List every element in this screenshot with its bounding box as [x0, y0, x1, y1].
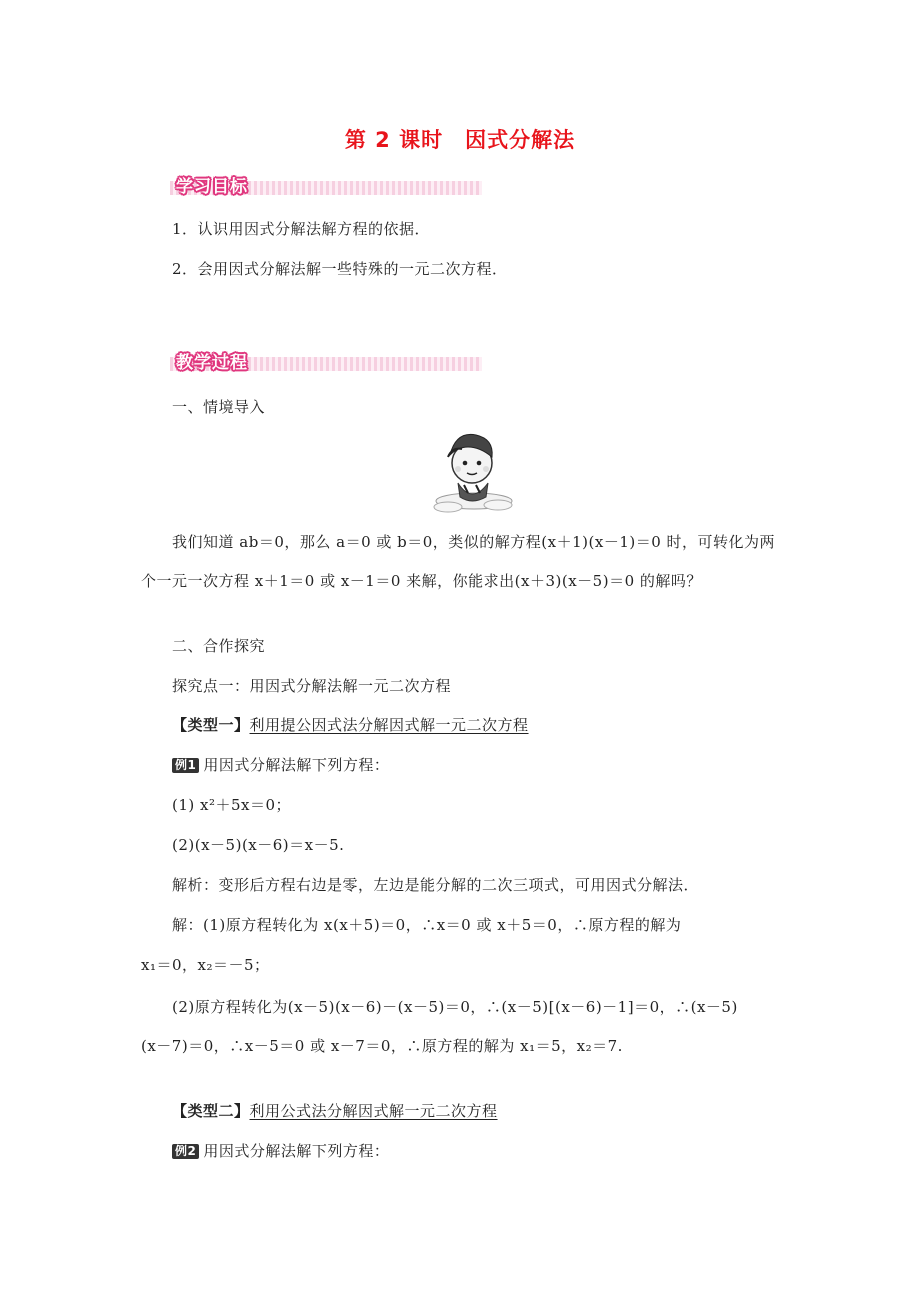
- solution2-line1: (2)原方程转化为(x－5)(x－6)－(x－5)＝0，∴(x－5)[(x－6)－1]＝0，∴(x－5): [172, 998, 738, 1016]
- example2: [172, 1141, 389, 1161]
- type1-heading: [172, 715, 529, 735]
- type1-tag: 【类型一】: [172, 716, 250, 734]
- banner-label: 学习目标: [176, 177, 248, 197]
- solution2-line2: (x－7)＝0，∴x－5＝0 或 x－7＝0，∴原方程的解为 x₁＝5，x₂＝7.: [141, 1037, 623, 1055]
- type2-heading: [172, 1101, 498, 1121]
- objective-2: 2．会用因式分解法解一些特殊的一元二次方程．: [172, 260, 508, 278]
- explore-heading: 二、合作探究: [172, 637, 266, 655]
- objective-1: 1．认识用因式分解法解方程的依据．: [172, 220, 431, 238]
- type2-tag: 【类型二】: [172, 1102, 250, 1120]
- example2-text: 用因式分解法解下列方程：: [203, 1142, 390, 1160]
- section-banner-objectives: [170, 172, 482, 198]
- example1-text: 用因式分解法解下列方程：: [203, 756, 390, 774]
- cartoon-boy-illustration: [428, 425, 514, 517]
- example1-question2: (2)(x－5)(x－6)＝x－5.: [172, 836, 345, 854]
- type1-title: 利用提公因式法分解因式解一元二次方程: [249, 716, 529, 734]
- example1-badge: 例1: [172, 758, 199, 773]
- page-title: [0, 124, 920, 154]
- title-lesson: 第 2 课时: [344, 128, 444, 152]
- solution1-line2: x₁＝0，x₂＝－5；: [141, 956, 270, 974]
- example1-question1: (1) x²＋5x＝0；: [172, 796, 292, 814]
- banner-label: 教学过程: [176, 353, 248, 373]
- section-banner-process: [170, 348, 482, 374]
- intro-heading: 一、情境导入: [172, 398, 266, 416]
- solution1-line1: 解：(1)原方程转化为 x(x＋5)＝0，∴x＝0 或 x＋5＝0，∴原方程的解为: [172, 916, 682, 934]
- intro-paragraph-line1: 我们知道 ab＝0，那么 a＝0 或 b＝0，类似的解方程(x＋1)(x－1)＝0 时，可转化为两: [172, 533, 776, 551]
- type2-title: 利用公式法分解因式解一元二次方程: [249, 1102, 498, 1120]
- explore-point: 探究点一：用因式分解法解一元二次方程: [172, 677, 452, 695]
- example2-badge: 例2: [172, 1144, 199, 1159]
- analysis: 解析：变形后方程右边是零，左边是能分解的二次三项式，可用因式分解法．: [172, 876, 700, 894]
- intro-paragraph-line2: 个一元一次方程 x＋1＝0 或 x－1＝0 来解，你能求出(x＋3)(x－5)＝0 的解吗？: [141, 572, 702, 590]
- example1: [172, 755, 389, 775]
- title-topic: 因式分解法: [465, 128, 576, 152]
